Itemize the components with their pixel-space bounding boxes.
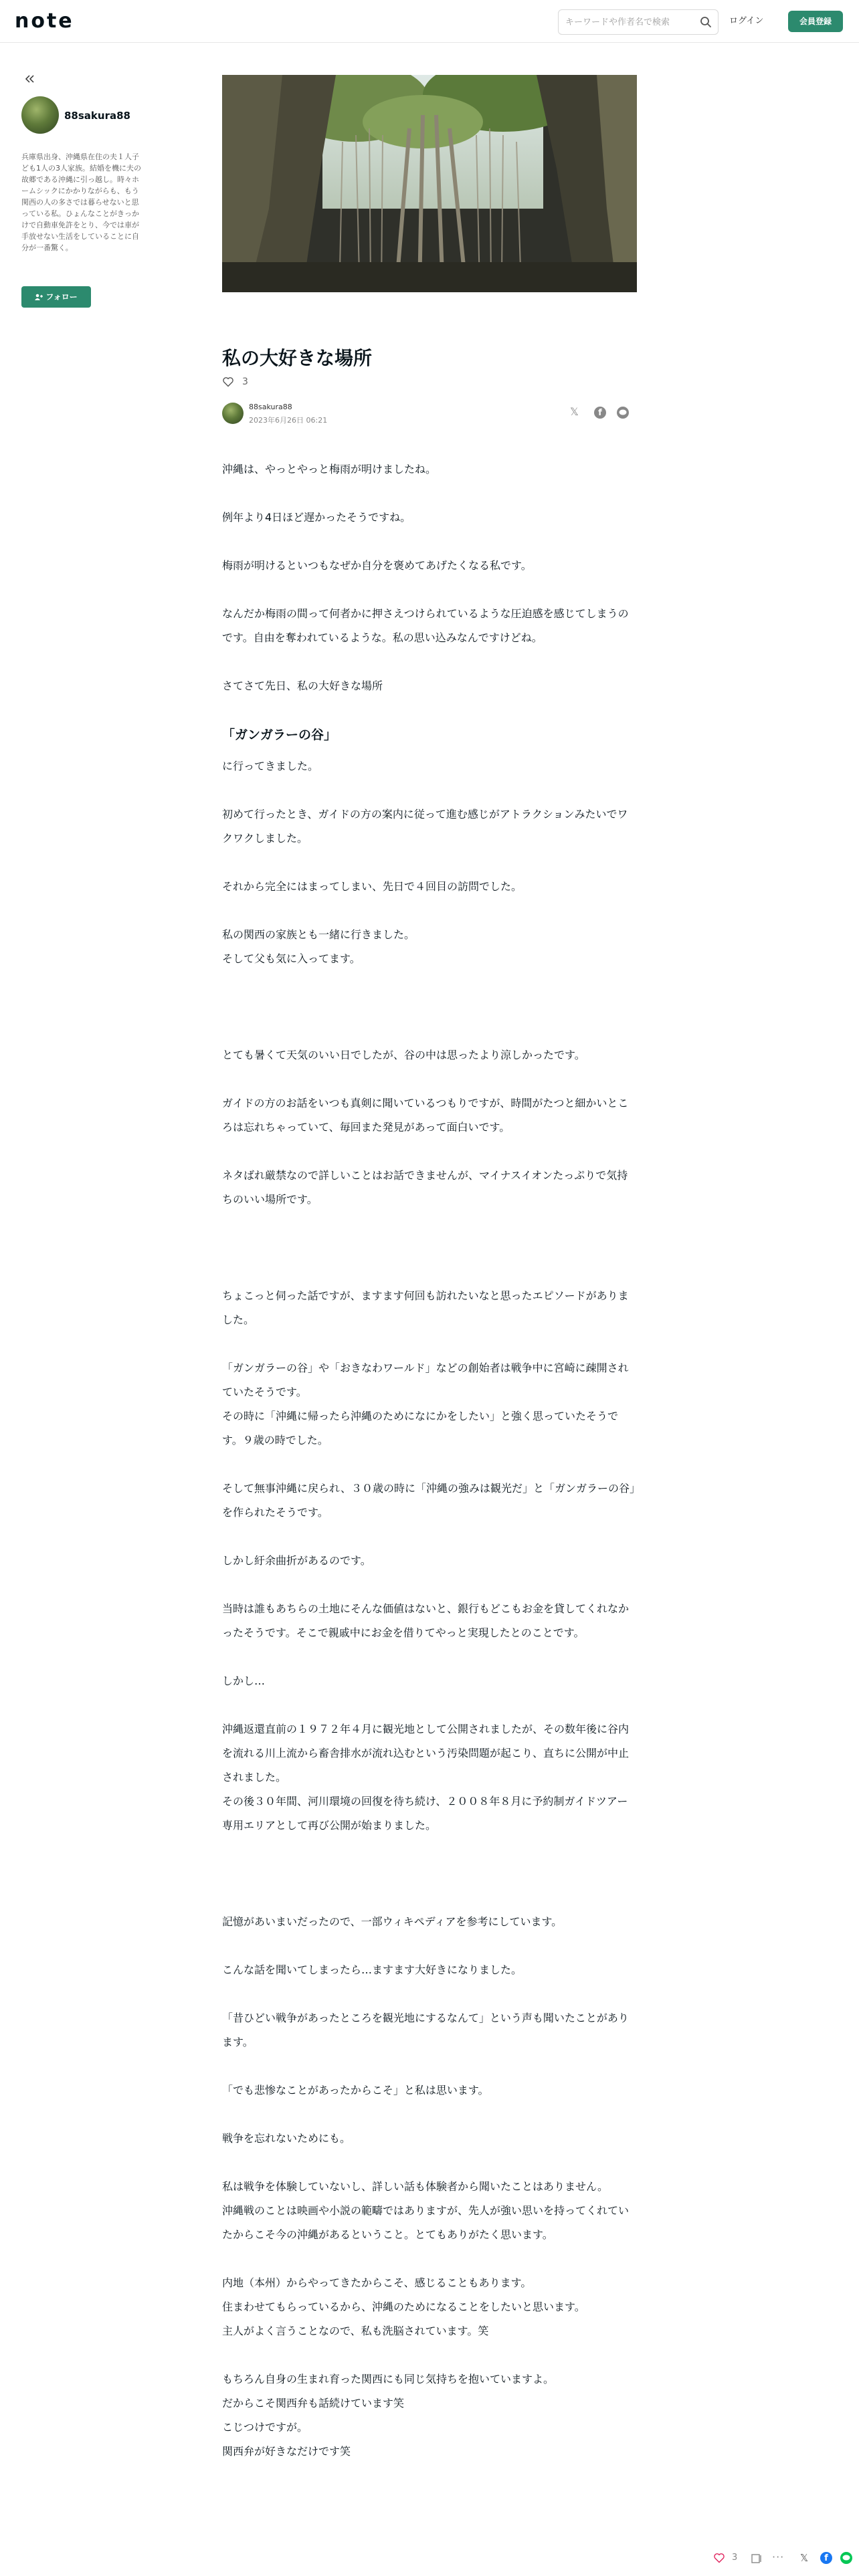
- article-body: [222, 457, 637, 2488]
- paragraph: ガイドの方のお話をいつも真剣に聞いているつもりですが、時間がたつと細かいところは忘れちゃっていて、毎回また発見があって面白いです。: [222, 1097, 629, 1134]
- paragraph: もちろん自身の生まれ育った関西にも同じ気持ちを抱いていますよ。 だからこそ関西弁も話続けています笑 こじつけですが。 関西弁が好きなだけです笑: [222, 2373, 555, 2458]
- paragraph: 初めて行ったとき、ガイドの方の案内に従って進む感じがアトラクションみたいでワクワクしました。: [222, 808, 628, 845]
- paragraph: なんだか梅雨の間って何者かに押さえつけられているような圧迫感を感じてしまうのです。自由を奪われているような。私の思い込みなんですけどね。: [222, 607, 629, 644]
- publish-date: 2023年6月26日 06:21: [249, 416, 328, 425]
- paragraph: 戦争を忘れないためにも。: [222, 2132, 351, 2145]
- paragraph: 内地（本州）からやってきたからこそ、感じることもあります。 住まわせてもらっているから、沖縄のためになることをしたいと思います。 主人がよく言うことなので、私も洗脳されています。笑: [222, 2276, 585, 2337]
- facebook-share-icon[interactable]: f: [594, 407, 606, 419]
- line-share-icon[interactable]: [617, 407, 629, 419]
- hero-image: [222, 75, 637, 292]
- paragraph: 当時は誰もあちらの土地にそんな価値はないと、銀行もどこもお金を貸してくれなかったそうです。そこで親戚中にお金を借りてやっと実現したとのことです。: [222, 1602, 630, 1639]
- floating-action-bar: [709, 2551, 856, 2568]
- section-heading: 「ガンガラーの谷」: [222, 728, 337, 742]
- paragraph: に行ってきました。: [222, 760, 319, 772]
- paragraph: 沖縄は、やっとやっと梅雨が明けましたね。: [222, 463, 437, 475]
- paragraph: それから完全にはまってしまい、先日で４回目の訪問でした。: [222, 880, 522, 893]
- search-input[interactable]: [565, 15, 692, 29]
- article-title: 私の大好きな場所: [222, 347, 373, 369]
- magazine-add-icon[interactable]: [751, 2553, 763, 2565]
- collapse-sidebar-icon[interactable]: [23, 72, 36, 86]
- paragraph: とても暑くて天気のいい日でしたが、谷の中は思ったより涼しかったです。: [222, 1049, 585, 1061]
- paragraph: 例年より4日ほど遅かったそうですね。: [222, 511, 411, 524]
- paragraph: 沖縄返還直前の１９７２年４月に観光地として公開されましたが、その数年後に谷内を流れる川上流から畜舎排水が流れ込むという汚染問題が起こり、直ちに公開が中止されました。 その後３０年間、河川環境の回復を待ち続け、２００８年８月に予約制ガイドツアー専用エリアとして再び公開が始まりました。: [222, 1723, 630, 1832]
- signup-button[interactable]: 会員登録: [788, 11, 843, 32]
- follow-button[interactable]: [21, 286, 91, 308]
- heart-icon[interactable]: [713, 2552, 725, 2564]
- more-options-icon[interactable]: ···: [772, 2551, 785, 2563]
- paragraph: しかし…: [222, 1675, 266, 1687]
- author-bio: 兵庫県出身、沖縄県在住の夫１人子ども1人の3人家族。結婚を機に夫の故郷である沖縄に引っ越し。時々ホームシックにかかりながらも、もう関西の人の多さでは暮らせないと思っている私。ひょんなことがきっかけで自動車免許をとり、今では車が手放せない生活をしていることに自分が一番驚く。: [21, 152, 141, 252]
- user-plus-icon: [35, 292, 45, 302]
- paragraph: 「昔ひどい戦争があったところを観光地にするなんて」という声も聞いたことがあります。: [222, 2012, 629, 2048]
- x-share-icon[interactable]: 𝕏: [800, 2552, 809, 2564]
- note-logo[interactable]: note: [15, 9, 74, 33]
- x-share-icon[interactable]: 𝕏: [570, 405, 579, 418]
- author-name[interactable]: 88sakura88: [249, 403, 292, 411]
- author-avatar-small[interactable]: [222, 403, 244, 424]
- paragraph: 私の関西の家族とも一緒に行きました。 そして父も気に入ってます。: [222, 928, 415, 965]
- paragraph: さてさて先日、私の大好きな場所: [222, 679, 383, 692]
- author-row: [222, 401, 637, 428]
- paragraph: ちょこっと伺った話ですが、ますます何回も訪れたいなと思ったエピソードがありました。: [222, 1289, 629, 1326]
- paragraph: しかし紆余曲折があるのです。: [222, 1554, 371, 1567]
- spacer: [222, 995, 637, 1043]
- paragraph: 梅雨が明けるといつもなぜか自分を褒めてあげたくなる私です。: [222, 559, 532, 572]
- like-count: 3: [242, 377, 248, 387]
- heart-icon[interactable]: [222, 376, 234, 388]
- author-avatar[interactable]: [21, 96, 59, 134]
- login-button[interactable]: ログイン: [729, 16, 764, 26]
- search-box[interactable]: [558, 9, 719, 35]
- paragraph: 「でも悲惨なことがあったからこそ」と私は思います。: [222, 2084, 489, 2097]
- paragraph: ネタばれ厳禁なので詳しいことはお話できませんが、マイナスイオンたっぷりで気持ちのいい場所です。: [222, 1169, 628, 1206]
- footer-like-count: 3: [732, 2553, 738, 2563]
- follow-label: フォロー: [45, 292, 78, 302]
- site-header: [0, 0, 859, 43]
- facebook-share-icon[interactable]: f: [820, 2552, 832, 2564]
- paragraph: 記憶があいまいだったので、一部ウィキペディアを参考にしています。: [222, 1915, 563, 1928]
- line-share-icon[interactable]: [840, 2552, 852, 2564]
- spacer: [222, 1236, 637, 1284]
- paragraph: 私は戦争を体験していないし、詳しい話も体験者から聞いたことはありません。 沖縄戦のことは映画や小説の範疇ではありますが、先人が強い思いを持ってくれていたからこそ今の沖縄があるということ。とてもありがたく思います。: [222, 2180, 630, 2241]
- spacer: [222, 1862, 637, 1910]
- sidebar-author-name[interactable]: 88sakura88: [64, 110, 130, 122]
- paragraph: 「ガンガラーの谷」や「おきなわワールド」などの創始者は戦争中に宮崎に疎開されていたそうです。 その時に「沖縄に帰ったら沖縄のためになにかをしたい」と強く思っていたそうです。９歳の時でした。: [222, 1362, 629, 1446]
- search-icon[interactable]: [699, 15, 712, 29]
- paragraph: こんな話を聞いてしまったら…ますます大好きになりました。: [222, 1963, 522, 1976]
- paragraph: そして無事沖縄に戻られ、３０歳の時に「沖縄の強みは観光だ」と「ガンガラーの谷」を作られたそうです。: [222, 1482, 635, 1519]
